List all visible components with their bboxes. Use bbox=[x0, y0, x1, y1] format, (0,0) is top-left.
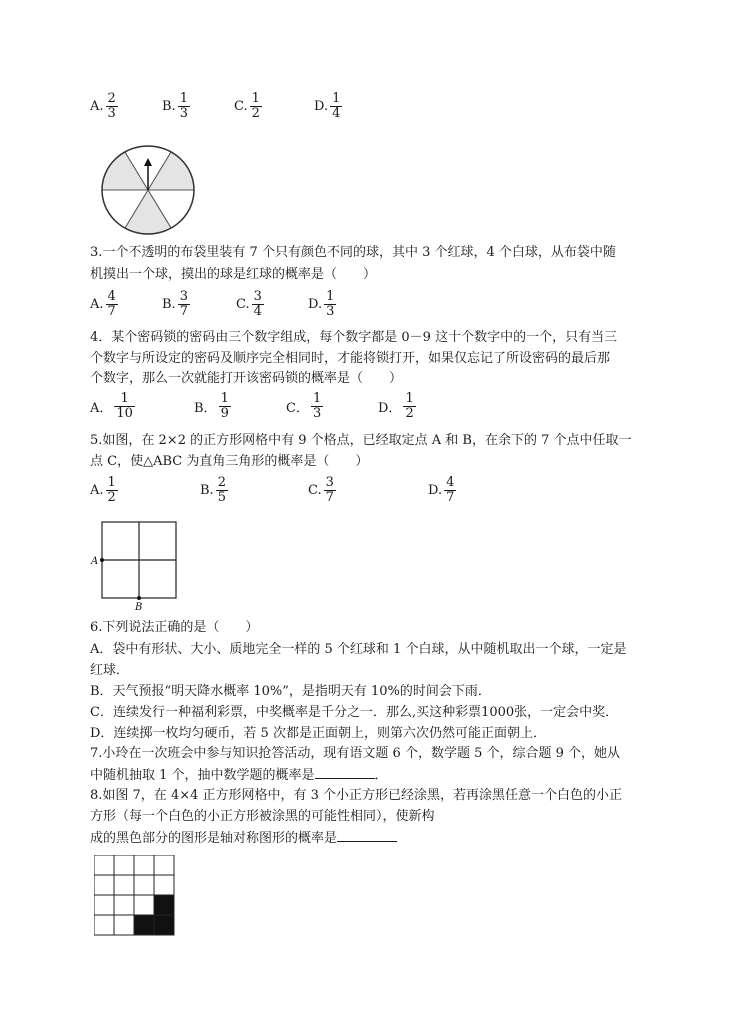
q5-option-a bbox=[90, 476, 118, 505]
denominator: 2 bbox=[251, 106, 260, 121]
q4-option-c bbox=[286, 392, 323, 421]
option-letter: B． bbox=[194, 401, 217, 416]
q4-stem-line3: 个数字，那么一次就能打开该密码锁的概率是（ ） bbox=[90, 371, 403, 386]
q6-option-d: D．连续掷一枚均匀硬币，若 5 次都是正面朝上，则第六次仍然可能正面朝上． bbox=[90, 726, 546, 741]
q4-option-d bbox=[378, 392, 416, 421]
denominator: 2 bbox=[107, 490, 116, 505]
option-letter: D. bbox=[314, 99, 329, 114]
q5-stem-line1: 5.如图，在 2×2 的正方形网格中有 9 个格点，已经取定点 A 和 B，在余下的 7 个点中任取一 bbox=[90, 433, 632, 448]
numerator: 4 bbox=[446, 475, 455, 490]
denominator: 3 bbox=[326, 304, 335, 319]
answer-blank bbox=[337, 829, 397, 842]
denominator: 4 bbox=[332, 106, 341, 121]
q2-option-d bbox=[314, 92, 342, 121]
fraction bbox=[106, 290, 118, 319]
option-letter: C. bbox=[308, 483, 322, 498]
option-letter: C. bbox=[234, 99, 248, 114]
q8-stem-line1: 8.如图 7，在 4×4 正方形网格中，有 3 个小正方形已经涂黑，若再涂黑任意一个白色的小正 bbox=[90, 788, 623, 803]
numerator: 1 bbox=[332, 91, 341, 106]
fraction bbox=[216, 476, 228, 505]
q2-option-b bbox=[162, 92, 190, 121]
numerator: 1 bbox=[179, 91, 188, 106]
numerator: 1 bbox=[220, 391, 229, 406]
q5-option-c bbox=[308, 476, 336, 505]
numerator: 1 bbox=[120, 391, 129, 406]
numerator: 3 bbox=[325, 475, 334, 490]
q3-option-b bbox=[162, 290, 190, 319]
denominator: 10 bbox=[116, 406, 133, 421]
option-letter: B. bbox=[200, 483, 214, 498]
numerator: 3 bbox=[253, 289, 262, 304]
fraction bbox=[403, 392, 415, 421]
fraction bbox=[324, 476, 336, 505]
shaded-square bbox=[154, 915, 174, 935]
q3-stem-line2: 机摸出一个球，摸出的球是红球的概率是（ ） bbox=[90, 267, 377, 282]
point-b bbox=[137, 596, 141, 600]
option-letter: A. bbox=[90, 297, 104, 312]
option-letter: A. bbox=[90, 99, 104, 114]
denominator: 5 bbox=[217, 490, 226, 505]
q7-stem-end: ． bbox=[374, 768, 388, 783]
q3-stem-line1: 3.一个不透明的布袋里装有 7 个只有颜色不同的球，其中 3 个红球，4 个白球，从布袋中随 bbox=[90, 245, 616, 260]
numerator: 1 bbox=[312, 391, 322, 406]
spinner-figure bbox=[98, 145, 198, 235]
denominator: 2 bbox=[405, 406, 414, 421]
denominator: 3 bbox=[107, 106, 116, 121]
fraction bbox=[311, 392, 323, 421]
denominator: 4 bbox=[253, 304, 262, 319]
fraction bbox=[178, 290, 190, 319]
q3-option-d bbox=[308, 290, 336, 319]
label-b: B bbox=[135, 602, 143, 613]
q5-option-d bbox=[428, 476, 456, 505]
q6-option-b: B．天气预报“明天降水概率 10%”，是指明天有 10%的时间会下雨． bbox=[90, 684, 491, 699]
label-a: A bbox=[91, 556, 99, 567]
numerator: 1 bbox=[107, 475, 116, 490]
q4-stem-line1: 4．某个密码锁的密码由三个数字组成，每个数字都是 0－9 这十个数字中的一个，只有当三 bbox=[90, 330, 618, 345]
answer-blank bbox=[315, 766, 375, 779]
shaded-square bbox=[134, 915, 154, 935]
fraction bbox=[114, 392, 135, 421]
fraction bbox=[252, 290, 264, 319]
q8-stem-line3 bbox=[90, 829, 397, 848]
q8-grid-figure bbox=[94, 855, 178, 939]
q2-option-a bbox=[90, 92, 118, 121]
option-letter: D. bbox=[308, 297, 323, 312]
q3-option-c bbox=[236, 290, 264, 319]
denominator: 7 bbox=[107, 304, 116, 319]
fraction bbox=[250, 92, 262, 121]
option-letter: B. bbox=[162, 99, 176, 114]
fraction bbox=[330, 92, 342, 121]
fraction bbox=[178, 92, 190, 121]
q7-stem-line1: 7.小玲在一次班会中参与知识抢答活动，现有语文题 6 个，数学题 5 个，综合题 9 个，她从 bbox=[90, 746, 621, 761]
q6-option-a-line1: A．袋中有形状、大小、质地完全一样的 5 个红球和 1 个白球，从中随机取出一个球，一定是 bbox=[90, 642, 627, 657]
q8-stem-text: 成的黑色部分的图形是轴对称图形的概率是 bbox=[90, 831, 338, 846]
denominator: 7 bbox=[179, 304, 188, 319]
fraction bbox=[219, 392, 231, 421]
option-letter: A. bbox=[90, 483, 104, 498]
numerator: 1 bbox=[405, 391, 414, 406]
denominator: 9 bbox=[220, 406, 229, 421]
q6-option-a-line2: 红球． bbox=[90, 663, 130, 678]
q5-option-b bbox=[200, 476, 228, 505]
fraction bbox=[444, 476, 456, 505]
numerator: 1 bbox=[251, 91, 260, 106]
q5-grid-figure bbox=[88, 518, 180, 614]
option-letter: C. bbox=[236, 297, 250, 312]
shaded-square bbox=[154, 895, 174, 915]
denominator: 7 bbox=[446, 490, 455, 505]
numerator: 2 bbox=[217, 475, 226, 490]
q2-option-c bbox=[234, 92, 262, 121]
fraction bbox=[106, 92, 118, 121]
numerator: 3 bbox=[179, 289, 188, 304]
q8-stem-line2: 方形（每一个白色的小正方形被涂黑的可能性相同），使新构 bbox=[90, 809, 435, 824]
point-a bbox=[100, 558, 104, 562]
q5-stem-line2: 点 C，使△ABC 为直角三角形的概率是（ ） bbox=[90, 454, 369, 469]
numerator: 2 bbox=[107, 91, 116, 106]
q4-option-b bbox=[194, 392, 231, 421]
q4-option-a bbox=[90, 392, 135, 421]
denominator: 3 bbox=[312, 406, 322, 421]
option-letter: B. bbox=[162, 297, 176, 312]
option-letter: D. bbox=[428, 483, 443, 498]
q7-stem-text: 中随机抽取 1 个，抽中数学题的概率是 bbox=[90, 768, 315, 783]
fraction bbox=[324, 290, 336, 319]
numerator: 1 bbox=[326, 289, 335, 304]
fraction bbox=[106, 476, 118, 505]
q7-stem-line2 bbox=[90, 766, 388, 785]
option-letter: A． bbox=[90, 401, 113, 416]
option-letter: C． bbox=[286, 401, 309, 416]
q3-option-a bbox=[90, 290, 118, 319]
denominator: 7 bbox=[325, 490, 334, 505]
denominator: 3 bbox=[179, 106, 188, 121]
q6-option-c: C．连续发行一种福利彩票，中奖概率是千分之一．那么,买这种彩票1000张，一定会中奖． bbox=[90, 705, 619, 720]
q6-stem: 6.下列说法正确的是（ ） bbox=[90, 620, 259, 635]
q4-stem-line2: 个数字与所设定的密码及顺序完全相同时，才能将锁打开，如果仅忘记了所设密码的最后那 bbox=[90, 351, 611, 366]
numerator: 4 bbox=[107, 289, 116, 304]
option-letter: D． bbox=[378, 401, 402, 416]
